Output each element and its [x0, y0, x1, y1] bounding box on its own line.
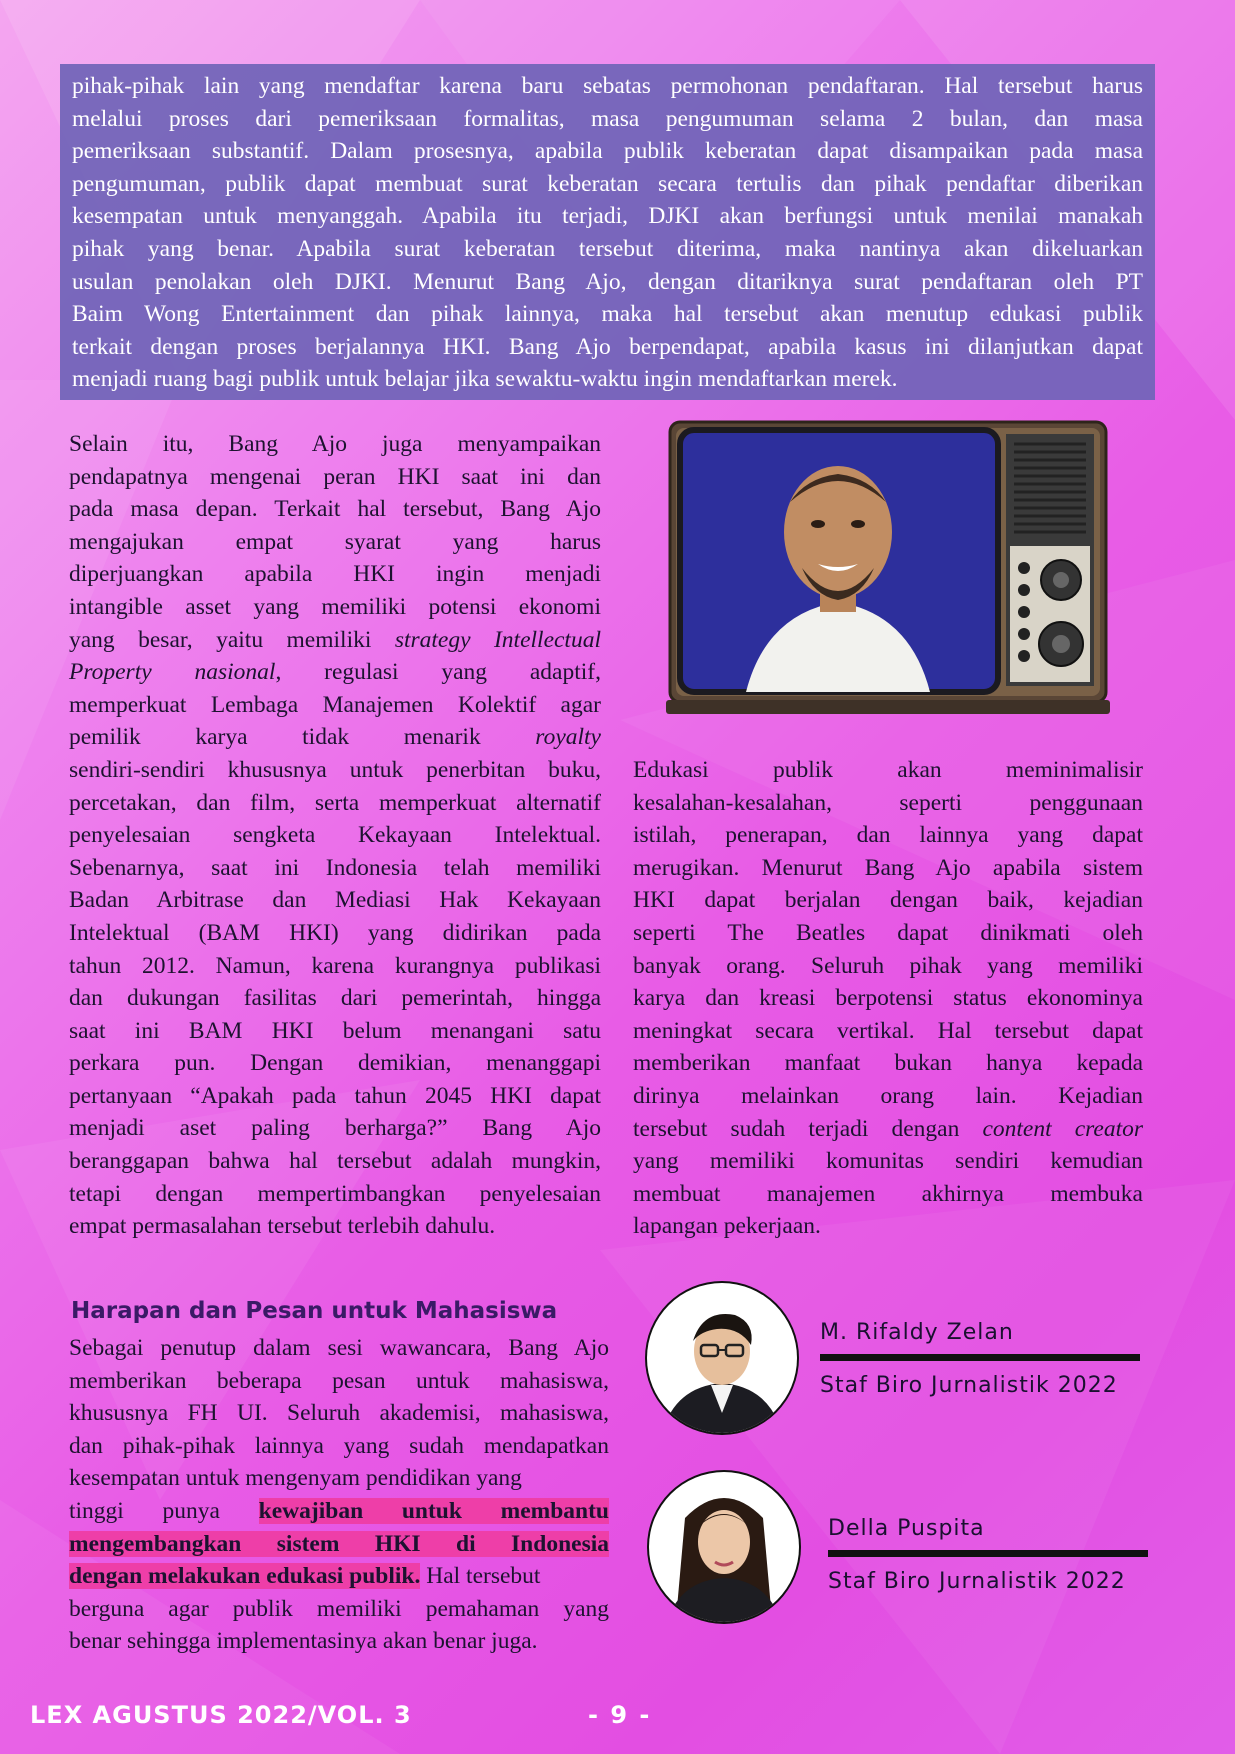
- text-line: kesempatan untuk menyanggah. Apabila itu terjadi, DJKI akan berfungsi untuk menilai manakah: [72, 203, 1143, 230]
- text-line: memberikan beberapa pesan untuk mahasiswa,: [69, 1367, 609, 1394]
- highlight-text-1: kewajiban untuk membantu: [258, 1497, 609, 1524]
- continued-text-box: [60, 64, 1155, 400]
- author-photo-1: [643, 1279, 801, 1437]
- highlight-line-1: tinggi punya kewajiban untuk membantu: [69, 1497, 609, 1524]
- highlight-line-2: [69, 1528, 609, 1561]
- text-line: berguna agar publik memiliki pemahaman yang: [69, 1595, 609, 1622]
- text-line: merugikan. Menurut Bang Ajo apabila sistem: [633, 854, 1143, 881]
- text-line: perkara pun. Dengan demikian, menanggapi: [69, 1050, 601, 1077]
- text-line: Badan Arbitrase dan Mediasi Hak Kekayaan: [69, 887, 601, 914]
- text-line: karya dan kreasi berpotensi status ekonominya: [633, 985, 1143, 1012]
- highlight-text-2: mengembangkan sistem HKI di Indonesia: [69, 1530, 609, 1557]
- text-line: Property nasional, regulasi yang adaptif,: [69, 659, 601, 686]
- text-line: Sebenarnya, saat ini Indonesia telah memiliki: [69, 854, 601, 881]
- author-divider-1: [820, 1354, 1140, 1361]
- left-column-text: [69, 428, 601, 1243]
- text-line: penyelesaian sengketa Kekayaan Intelektual.: [69, 822, 601, 849]
- text-line: dirinya melainkan orang lain. Kejadian: [633, 1082, 1143, 1109]
- text-line: pertanyaan “Apakah pada tahun 2045 HKI dapat: [69, 1082, 601, 1109]
- text-line: pemeriksaan substantif. Dalam prosesnya, apabila publik keberatan dapat disampaikan pada masa: [72, 138, 1143, 165]
- text-line: dan pihak-pihak lainnya yang sudah mendapatkan: [69, 1432, 609, 1459]
- section-heading: Harapan dan Pesan untuk Mahasiswa: [71, 1298, 558, 1324]
- text-line: percetakan, dan film, serta memperkuat alternatif: [69, 789, 601, 816]
- closing-section-text: [69, 1332, 609, 1658]
- text-line: empat permasalahan tersebut terlebih dahulu.: [69, 1213, 496, 1240]
- text-line: kesalahan-kesalahan, seperti penggunaan: [633, 789, 1143, 816]
- author-block-2: [828, 1516, 1148, 1594]
- text-line: usulan penolakan oleh DJKI. Menurut Bang Ajo, dengan ditariknya surat pendaftaran oleh PT: [72, 268, 1143, 295]
- text-line: lapangan pekerjaan.: [633, 1213, 821, 1240]
- text-line: Sebagai penutup dalam sesi wawancara, Bang Ajo: [69, 1335, 609, 1361]
- text-line: tersebut sudah terjadi dengan content creator: [633, 1115, 1143, 1142]
- text-line: melalui proses dari pemeriksaan formalitas, masa pengumuman selama 2 bulan, dan masa: [72, 105, 1143, 132]
- text-line: khususnya FH UI. Seluruh akademisi, mahasiswa,: [69, 1400, 609, 1427]
- text-line: sendiri-sendiri khususnya untuk penerbitan buku,: [69, 756, 601, 783]
- text-line: kesempatan untuk mengenyam pendidikan yang: [69, 1465, 522, 1492]
- author-role-1: Staf Biro Jurnalistik 2022: [820, 1373, 1118, 1398]
- text-line: menjadi aset paling berharga?” Bang Ajo: [69, 1115, 601, 1142]
- highlight-text-3: dengan melakukan edukasi publik.: [69, 1563, 421, 1590]
- text-line: pemilik karya tidak menarik royalty: [69, 724, 601, 751]
- highlight-line-3: dengan melakukan edukasi publik. Hal tersebut: [69, 1563, 541, 1590]
- text-line: istilah, penerapan, dan lainnya yang dapat: [633, 822, 1143, 849]
- page-number: - 9 -: [588, 1701, 652, 1729]
- right-column-text: [633, 754, 1143, 1243]
- text-line: Selain itu, Bang Ajo juga menyampaikan: [69, 431, 601, 457]
- text-line: menjadi ruang bagi publik untuk belajar jika sewaktu-waktu ingin mendaftarkan merek.: [72, 366, 898, 393]
- author-divider-2: [828, 1550, 1148, 1557]
- text-line: pihak-pihak lain yang mendaftar karena baru sebatas permohonan pendaftaran. Hal tersebut harus: [72, 73, 1143, 99]
- text-line: memberikan manfaat bukan hanya kepada: [633, 1050, 1143, 1077]
- text-line: Edukasi publik akan meminimalisir: [633, 757, 1143, 783]
- text-line: pendapatnya mengenai peran HKI saat ini dan: [69, 463, 601, 490]
- author-role-2: Staf Biro Jurnalistik 2022: [828, 1569, 1126, 1594]
- text-line: pada masa depan. Terkait hal tersebut, Bang Ajo: [69, 496, 601, 523]
- text-line: memperkuat Lembaga Manajemen Kolektif agar: [69, 691, 601, 718]
- author-name-2: Della Puspita: [828, 1516, 985, 1541]
- text-line: beranggapan bahwa hal tersebut adalah mungkin,: [69, 1148, 601, 1175]
- text-line: meningkat secara vertikal. Hal tersebut dapat: [633, 1017, 1143, 1044]
- tv-illustration: [666, 418, 1110, 714]
- text-line: Intelektual (BAM HKI) yang didirikan pada: [69, 919, 601, 946]
- text-line: banyak orang. Seluruh pihak yang memiliki: [633, 952, 1143, 979]
- text-line: pengumuman, publik dapat membuat surat keberatan secara tertulis dan pihak pendaftar diberikan: [72, 170, 1143, 197]
- author-photo-2: [645, 1468, 803, 1626]
- text-line: HKI dapat berjalan dengan baik, kejadian: [633, 887, 1143, 914]
- text-line: mengajukan empat syarat yang harus: [69, 528, 601, 555]
- text-line: yang besar, yaitu memiliki strategy Intellectual: [69, 626, 601, 653]
- text-line: benar sehingga implementasinya akan benar juga.: [69, 1628, 538, 1655]
- text-line: yang memiliki komunitas sendiri kemudian: [633, 1148, 1143, 1175]
- text-line: saat ini BAM HKI belum menangani satu: [69, 1017, 601, 1044]
- text-line: tetapi dengan mempertimbangkan penyelesaian: [69, 1180, 601, 1207]
- author-block-1: [820, 1320, 1140, 1398]
- text-line: terkait dengan proses berjalannya HKI. Bang Ajo berpendapat, apabila kasus ini dilanjutkan dapat: [72, 333, 1143, 360]
- text-line: membuat manajemen akhirnya membuka: [633, 1180, 1143, 1207]
- text-line: dan dukungan fasilitas dari pemerintah, hingga: [69, 985, 601, 1012]
- text-line: pihak yang benar. Apabila surat keberatan tersebut diterima, maka nantinya akan dikeluarkan: [72, 235, 1143, 262]
- author-name-1: M. Rifaldy Zelan: [820, 1320, 1014, 1345]
- text-line: tahun 2012. Namun, karena kurangnya publikasi: [69, 952, 601, 979]
- footer-issue: LEX AGUSTUS 2022/VOL. 3: [30, 1701, 412, 1729]
- text-line: intangible asset yang memiliki potensi ekonomi: [69, 593, 601, 620]
- text-line: Baim Wong Entertainment dan pihak lainnya, maka hal tersebut akan menutup edukasi publik: [72, 301, 1143, 328]
- text-line: diperjuangkan apabila HKI ingin menjadi: [69, 561, 601, 588]
- continued-text: [72, 70, 1143, 396]
- text-line: seperti The Beatles dapat dinikmati oleh: [633, 919, 1143, 946]
